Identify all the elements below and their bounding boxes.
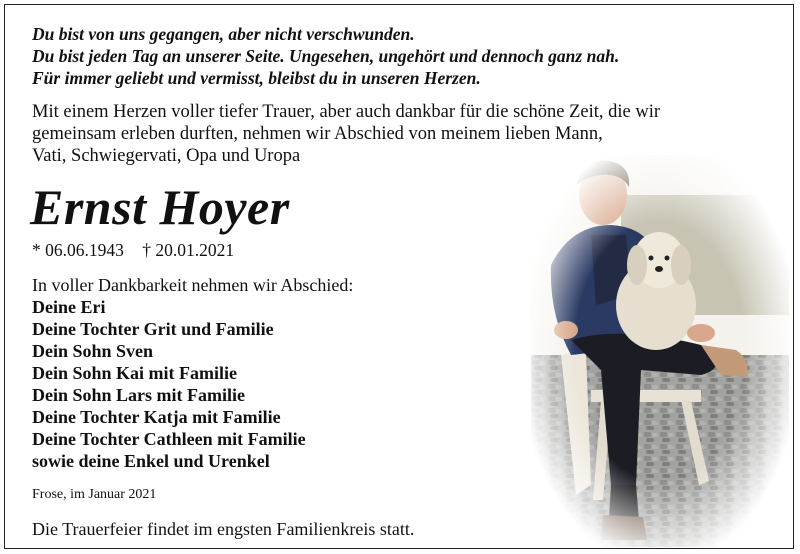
place-date: Frose, im Januar 2021 (32, 487, 157, 502)
intro-line-3: Vati, Schwiegervati, Opa und Uropa (32, 146, 301, 166)
family-member: Deine Tochter Katja mit Familie (32, 407, 281, 427)
poem-block (32, 23, 782, 89)
family-list (32, 296, 306, 472)
life-dates (32, 239, 248, 261)
family-member: Dein Sohn Sven (32, 341, 154, 361)
family-member: Dein Sohn Lars mit Familie (32, 385, 246, 405)
family-member: Dein Sohn Kai mit Familie (32, 363, 238, 383)
poem-line-3: Für immer geliebt und vermisst, bleibst du in unseren Herzen. (32, 68, 481, 88)
intro-line-2: gemeinsam erleben durften, nehmen wir Abschied von meinem lieben Mann, (32, 124, 603, 144)
family-member: Deine Tochter Grit und Familie (32, 319, 274, 339)
service-note: Die Trauerfeier findet im engsten Familienkreis statt. (32, 519, 415, 539)
family-member: Deine Eri (32, 297, 106, 317)
birth-date: * 06.06.1943 (32, 240, 124, 260)
intro-line-1: Mit einem Herzen voller tiefer Trauer, aber auch dankbar für die schöne Zeit, die wir (32, 102, 661, 122)
portrait-photo (531, 155, 789, 547)
poem-line-1: Du bist von uns gegangen, aber nicht verschwunden. (32, 24, 415, 44)
death-date: † 20.01.2021 (142, 240, 235, 260)
obituary-notice (4, 4, 794, 549)
deceased-name: Ernst Hoyer (30, 179, 290, 235)
poem-line-2: Du bist jeden Tag an unserer Seite. Ungesehen, ungehört und dennoch ganz nah. (32, 46, 620, 66)
family-member: sowie deine Enkel und Urenkel (32, 451, 270, 471)
family-member: Deine Tochter Cathleen mit Familie (32, 429, 306, 449)
thanks-line: In voller Dankbarkeit nehmen wir Abschied: (32, 275, 354, 295)
